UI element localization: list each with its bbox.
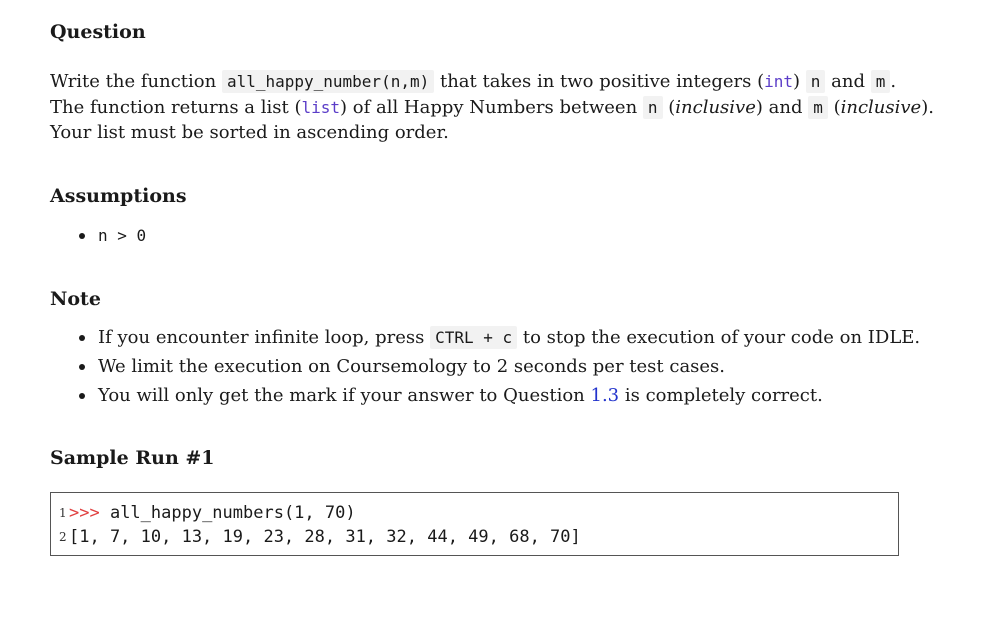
note-heading: Note bbox=[50, 288, 101, 310]
text-span: to stop the execution of your code on IDLE. bbox=[517, 327, 921, 348]
text-span: You will only get the mark if your answer to Question bbox=[98, 385, 591, 406]
question-paragraph-line-1 bbox=[50, 69, 896, 94]
text-span: that takes in two positive integers ( bbox=[434, 71, 765, 92]
param-n-code: n bbox=[643, 96, 663, 119]
code-line bbox=[59, 503, 356, 523]
text-span: ) and bbox=[755, 97, 809, 118]
list-item: We limit the execution on Coursemology to 2 seconds per test cases. bbox=[50, 352, 920, 381]
sample-code-box bbox=[50, 492, 899, 556]
text-span: ( bbox=[662, 97, 676, 118]
text-span: ) bbox=[793, 71, 806, 92]
repl-prompt: >>> bbox=[69, 503, 100, 523]
code-text: [1, 7, 10, 13, 19, 23, 28, 31, 32, 44, 49, 68, 70] bbox=[69, 527, 581, 547]
list-type-code: list bbox=[301, 98, 340, 117]
text-span: ). bbox=[921, 97, 934, 118]
list-item bbox=[50, 221, 146, 250]
text-span: The function returns a list ( bbox=[50, 97, 302, 118]
list-item bbox=[50, 381, 920, 410]
text-span: ) of all Happy Numbers between bbox=[340, 97, 643, 118]
assumptions-list bbox=[50, 221, 146, 250]
text-span: Write the function bbox=[50, 71, 222, 92]
text-span: If you encounter infinite loop, press bbox=[98, 327, 431, 348]
line-number: 2 bbox=[59, 530, 67, 544]
code-line bbox=[59, 527, 581, 547]
assumptions-heading: Assumptions bbox=[50, 185, 187, 207]
function-name-code: all_happy_number(n,m) bbox=[222, 70, 434, 93]
inclusive-text: inclusive bbox=[675, 97, 756, 118]
int-type-code: int bbox=[764, 72, 794, 91]
question-reference-link[interactable]: 1.3 bbox=[590, 385, 620, 406]
ctrl-c-code: CTRL + c bbox=[430, 326, 517, 349]
question-paragraph-line-2 bbox=[50, 95, 934, 120]
question-paragraph-line-3: Your list must be sorted in ascending order. bbox=[50, 122, 449, 143]
inclusive-text: inclusive bbox=[840, 97, 922, 118]
line-number: 1 bbox=[59, 506, 67, 520]
assumption-code: n > 0 bbox=[98, 226, 147, 245]
question-heading: Question bbox=[50, 21, 146, 43]
text-span: and bbox=[825, 71, 871, 92]
sample-run-heading: Sample Run #1 bbox=[50, 447, 215, 469]
text-span: . bbox=[890, 71, 897, 92]
text-span: is completely correct. bbox=[619, 385, 823, 406]
list-item bbox=[50, 323, 920, 352]
text-span: ( bbox=[827, 97, 841, 118]
param-m-code: m bbox=[808, 96, 828, 119]
param-n-code: n bbox=[806, 70, 826, 93]
param-m-code: m bbox=[871, 70, 891, 93]
code-text: all_happy_numbers(1, 70) bbox=[99, 503, 356, 523]
note-list bbox=[50, 323, 920, 410]
